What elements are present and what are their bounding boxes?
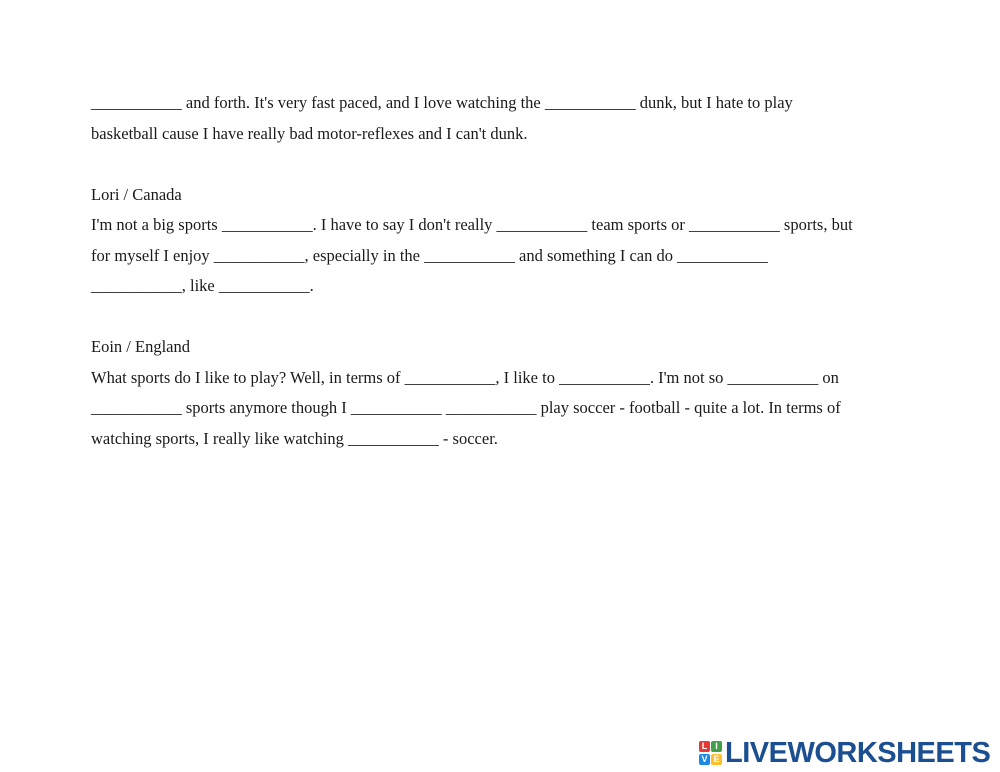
liveworksheets-logo[interactable] [697,736,990,770]
logo-block-e: E [711,754,722,765]
logo-block-i: I [711,741,722,752]
logo-blocks-icon [697,738,723,768]
text-line: ___________ and forth. It's very fast paced, and I love watching the ___________ dunk, but I hate to play [91,93,793,112]
text-line: ___________, like ___________. [91,276,314,295]
paragraph-gap [91,149,921,180]
text-line: I'm not a big sports ___________. I have to say I don't really ___________ team sports or ___________ sports, but [91,215,853,234]
speaker-heading-lori: Lori / Canada [91,184,182,204]
text-line: What sports do I like to play? Well, in terms of ___________, I like to ___________. I'm not so ___________ on [91,367,839,387]
logo-block-v: V [699,754,710,765]
logo-text: LIVEWORKSHEETS [725,737,991,769]
text-line: ___________ sports anymore though I ___________ ___________ play soccer - football - quite a lot. In terms of [91,398,841,417]
speaker-heading-eoin: Eoin / England [91,337,190,356]
text-line: watching sports, I really like watching ___________ - soccer. [91,428,498,448]
worksheet-text [91,88,921,454]
text-line: for myself I enjoy ___________, especially in the ___________ and something I can do ___________ [91,245,768,265]
text-line: basketball cause I have really bad motor-reflexes and I can't dunk. [91,123,528,143]
paragraph-gap [91,302,921,333]
logo-block-l: L [699,741,710,752]
